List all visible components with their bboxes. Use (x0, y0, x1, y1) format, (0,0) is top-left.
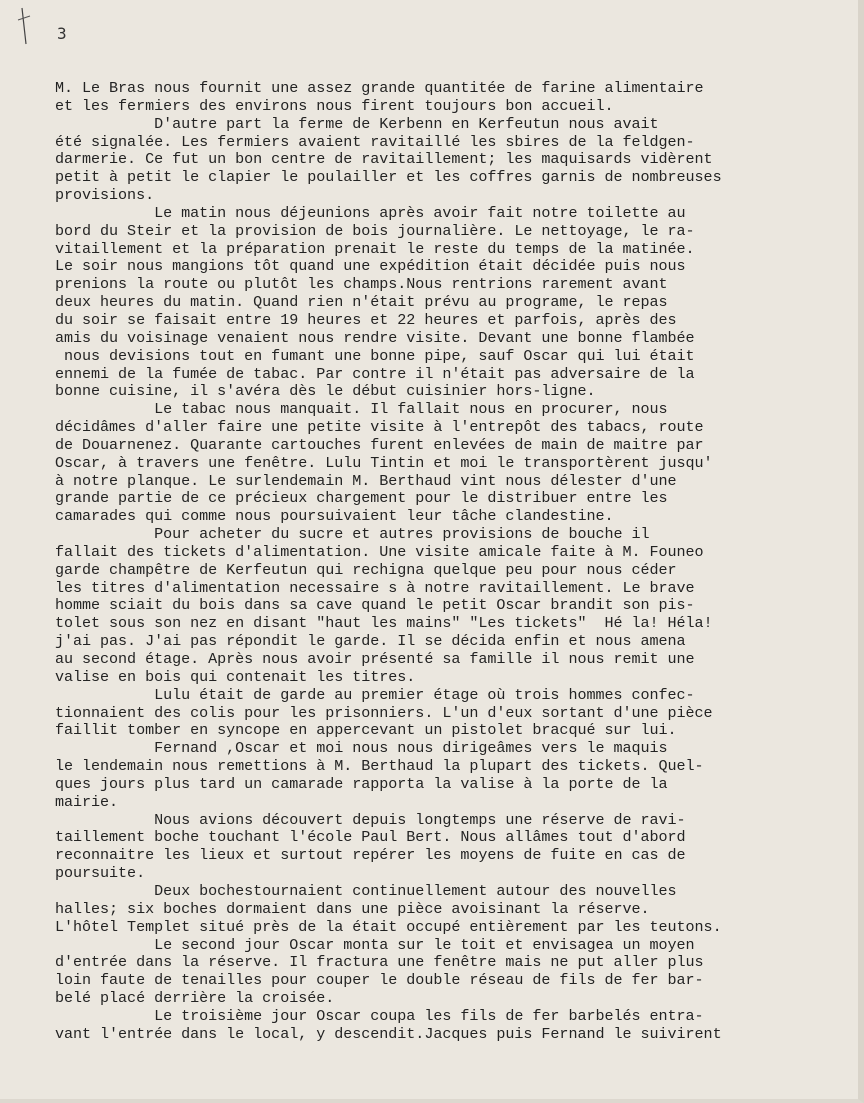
pen-mark-icon (16, 6, 36, 46)
text-line: faillit tomber en syncope en appercevant un pistolet bracqué sur lui. (55, 721, 677, 740)
text-line: de Douarnenez. Quarante cartouches furent enlevées de main de maitre par (55, 435, 704, 454)
text-line: amis du voisinage venaient nous rendre visite. Devant une bonne flambée (55, 328, 695, 347)
text-line: mairie. (55, 792, 119, 811)
text-line: petit à petit le clapier le poulailler et les coffres garnis de nombreuses (55, 168, 722, 187)
text-line: D'autre part la ferme de Kerbenn en Kerfeutun nous avait (55, 114, 659, 133)
text-line: tionnaient des colis pour les prisonniers. L'un d'eux sortant d'une pièce (55, 703, 713, 722)
text-line: tolet sous son nez en disant "haut les mains" "Les tickets" Hé la! Héla! (55, 614, 713, 633)
text-line: Fernand ,Oscar et moi nous nous dirigeâmes vers le maquis (55, 739, 668, 758)
text-line: Le soir nous mangions tôt quand une expédition était décidée puis nous (55, 257, 686, 276)
text-line: Le tabac nous manquait. Il fallait nous en procurer, nous (55, 400, 668, 419)
text-line: Lulu était de garde au premier étage où trois hommes confec- (55, 685, 695, 704)
text-line: les titres d'alimentation necessaire s à notre ravitaillement. Le brave (55, 578, 695, 597)
text-line: poursuite. (55, 864, 146, 883)
text-line: ennemi de la fumée de tabac. Par contre il n'était pas adversaire de la (55, 364, 695, 383)
text-line: deux heures du matin. Quand rien n'était prévu au programe, le repas (55, 293, 668, 312)
text-line: j'ai pas. J'ai pas répondit le garde. Il se décida enfin et nous amena (55, 632, 686, 651)
text-line: homme sciait du bois dans sa cave quand le petit Oscar brandit son pis- (55, 596, 695, 615)
text-line: halles; six boches dormaient dans une pièce avoisinant la réserve. (55, 899, 650, 918)
text-line: nous devisions tout en fumant une bonne pipe, sauf Oscar qui lui était (55, 346, 695, 365)
text-line: à notre planque. Le surlendemain M. Berthaud vint nous délester d'une (55, 471, 677, 490)
text-line: Le second jour Oscar monta sur le toit et envisagea un moyen (55, 935, 695, 954)
text-line: provisions. (55, 186, 155, 205)
text-line: vitaillement et la préparation prenait le reste du temps de la matinée. (55, 239, 695, 258)
text-line: valise en bois qui contenait les titres. (55, 667, 416, 686)
text-line: ques jours plus tard un camarade rapporta la valise à la porte de la (55, 774, 668, 793)
page-number: 3 (57, 24, 67, 43)
text-line: reconnaitre les lieux et surtout repérer les moyens de fuite en cas de (55, 846, 686, 865)
text-line: grande partie de ce précieux chargement pour le distribuer entre les (55, 489, 668, 508)
text-line: darmerie. Ce fut un bon centre de ravitaillement; les maquisards vidèrent (55, 150, 713, 169)
text-line: Nous avions découvert depuis longtemps une réserve de ravi- (55, 810, 686, 829)
text-line: au second étage. Après nous avoir présenté sa famille il nous remit une (55, 650, 695, 668)
text-line: Deux bochestournaient continuellement autour des nouvelles (55, 881, 677, 900)
text-line: Le matin nous déjeunions après avoir fait notre toilette au (55, 203, 686, 222)
text-line: fallait des tickets d'alimentation. Une visite amicale faite à M. Founeo (55, 542, 704, 561)
text-line: Oscar, à travers une fenêtre. Lulu Tintin et moi le transportèrent jusqu' (55, 453, 713, 472)
text-line: belé placé derrière la croisée. (55, 989, 335, 1008)
text-line: été signalée. Les fermiers avaient ravitaillé les sbires de la feldgen- (55, 132, 695, 151)
text-line: vant l'entrée dans le local, y descendit.Jacques puis Fernand le suivirent (55, 1024, 722, 1043)
text-line: loin faute de tenailles pour couper le double réseau de fils de fer bar- (55, 971, 704, 990)
text-line: et les fermiers des environs nous firent toujours bon accueil. (55, 96, 614, 115)
text-line: taillement boche touchant l'école Paul Bert. Nous allâmes tout d'abord (55, 828, 686, 847)
text-line: Le troisième jour Oscar coupa les fils de fer barbelés entra- (55, 1006, 704, 1025)
text-line: bonne cuisine, il s'avéra dès le début cuisinier hors-ligne. (55, 382, 596, 401)
text-line: décidâmes d'aller faire une petite visite à l'entrepôt des tabacs, route (55, 418, 704, 437)
text-line: L'hôtel Templet situé près de la était occupé entièrement par les teutons. (55, 917, 722, 936)
text-line: du soir se faisait entre 19 heures et 22 heures et parfois, après des (55, 310, 677, 329)
text-line: M. Le Bras nous fournit une assez grande quantitée de farine alimentaire (55, 79, 704, 97)
text-line: garde champêtre de Kerfeutun qui rechigna quelque peu pour nous céder (55, 560, 677, 579)
text-line: camarades qui comme nous poursuivaient leur tâche clandestine. (55, 507, 614, 526)
body-text (55, 80, 845, 1044)
text-line: Pour acheter du sucre et autres provisions de bouche il (55, 525, 650, 544)
text-line: prenions la route ou plutôt les champs.Nous rentrions rarement avant (55, 275, 668, 294)
text-line: le lendemain nous remettions à M. Berthaud la plupart des tickets. Quel- (55, 757, 704, 776)
text-line: bord du Steir et la provision de bois journalière. Le nettoyage, le ra- (55, 221, 695, 240)
text-line: d'entrée dans la réserve. Il fractura une fenêtre mais ne put aller plus (55, 953, 704, 972)
